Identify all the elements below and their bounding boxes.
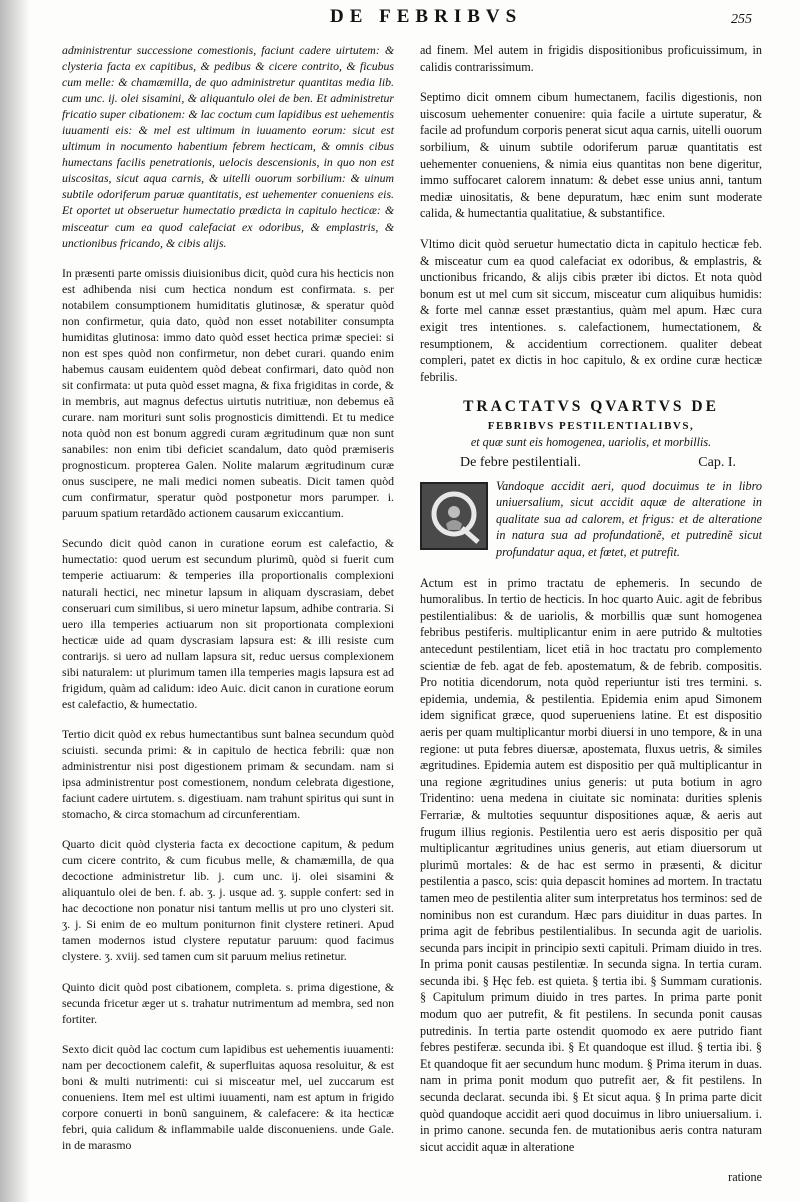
running-title: DE FEBRIBVS	[330, 6, 523, 27]
chapter-number: Cap. I.	[698, 455, 736, 471]
treatise-title: TRACTATVS QVARTVS DE	[463, 398, 719, 416]
commentary-paragraph: Quinto dicit quòd post cibationem, completa. s. prima digestione, & secunda fricetur æger ut s. trahatur nutrimentum ad membra, sed non fortiter.	[62, 979, 394, 1026]
treatise-subtitle: FEBRIBVS PESTILENTIALIBVS,	[487, 419, 695, 432]
right-column	[420, 42, 762, 1186]
commentary-paragraph: Tertio dicit quòd ex rebus humectantibus sunt balnea secundum quòd sciuisti. secunda primi: & in capitulo de hectica febrili: quæ non administrentur nisi post digestionem primam & secundam. nam si ipsa administrentur post comestionem, nondum celebrata digestione, faciunt cadere uirtutem. s. digestiuam. nam trahunt spiritus qui sunt in stomacho, & circa stomachum ad circunferentiam.	[62, 726, 394, 822]
commentary-paragraph: Actum est in primo tractatu de ephemeris. In secundo de humoralibus. In tertio de hecticis. In hoc quarto Auic. agit de febribus pestilentialibus: & de uariolis, & morbillis quæ sunt homogenea febribus pestiferis. multiplicantur enim in aere putrido & multoties antecedunt pestilentiam, licet etiã in hoc tractatu pro complemento scientiæ de feb. agat de feb. apostematum, & de febrib. compositis. Pro notitia dicendorum, nota quòd reperiuntur isti tres termini. s. epidemia, undemia, & pestilentia. Epidemia enim apud Simonem idem significat græce, quod superueniens latine. Et est dispositio aeris per quam multiplicantur morbi diuersi in uno tempore, & in una regione: ut puta febres diuersæ, apostemata, fluxus uetris, & similes ægritudines. Epidemia autem est dispositio per quã multiplicantur in una regione ægritudines unius generis: ut puta botium in agro Tridentino: uena medena in ciuitate sic nominata: durities splenis Ferrariæ, & multoties sequuntur dispositiones aquæ, & aeris aut frugum illius regionis. Pestilentia uero est aeris dispositio per quã multiplicantur ægritudines unius generis, aut etiam diuersorum ut plurimũ mortales: & de hac est sermo in præsenti, & dicitur pestilentia a pasco, scis: quia depascit homines ad mortem. In tractatu tamen meo de pestilentia aliter sum interpretatus hos terminos: sed de nominibus non est curandum. Hæc pars diuiditur in duas partes. In prima agit de febribus pestilentialibus. In secunda agit de uariolis. secunda pars incipit in principio sexti capituli. Primam diuido in tres. In prima ponit causas pestilentiæ. In secunda signa. In tertia curam. secunda ibi. § Hęc feb. est quieta. § tertia ibi. § Summam curationis. § Capitulum primum diuido in tres partes. In prima parte ponit modum quo aer putrefit, & fit pestilens. In secunda ponit causas putredinis. In tertia parte ostendit quomodo ex aere putrido fiant febres pestiferæ. secunda ibi. § Et quandoque est illud. § tertia ibi. § Et quandoque fit aer secundum hunc modum. § Prima iterum in duas. nam in prima ponit modum quo putrefit aer, & fit pestilens. In secunda declarat. secunda ibi. § Et sicut aqua. § In prima parte dicit quòd quandoque accidit aeri quod docuimus in libro uniuersalium. i. in primo canone. secunda fen. de mutationibus aeris contra naturam sicut accidit aquæ in alteratione	[420, 575, 762, 1154]
treatise-subtitle-2: et quæ sunt eis homogenea, uariolis, et morbillis.	[470, 435, 712, 450]
commentary-paragraph: Vltimo dicit quòd seruetur humectatio dicta in capitulo hecticæ feb. & misceatur cum ea quod calefaciat ex odoribus, & emplastris, & unctionibus fricando, & alijs cibis præter ibi dictos. Et nota quòd bonum est ut mel cum sit siccum, misceatur cum aliquibus humidis: & forte mel cannæ esset præstantius, quàm mel apum. Hæc cura exigit tres intentiones. s. calefactionem, humectationem, & resumptionem, & accidentium correctionem. qualiter debeat compleri, patet ex dictis in hoc capitulo, & ex ordine curæ hecticæ febrilis.	[420, 236, 762, 384]
folio-number: 255	[731, 12, 752, 27]
commentary-paragraph: ad finem. Mel autem in frigidis dispositionibus proficuissimum, in calidis contrarissimum.	[420, 43, 762, 74]
commentary-paragraph: Septimo dicit omnem cibum humectanem, facilis digestionis, non uiscosum uehementer conuenire: quia facile a uirtute superatur, & facile ad profundum corporis penerat sicut aqua carnis, uitelli ouorum sorbilium, & uinum subtile odoriferum paruæ quantitatis est uehementer conueniens, & nimia eius quantitas non bene digeritur, immo suffocaret calorem innatum: & debet esse unius anni, tantum mediæ uinositatis, & bene depuratum, hæc enim sunt moderate calida, & humectantia qualitatiue, & substantifice.	[420, 90, 762, 221]
chapter-title: De febre pestilentiali.	[460, 455, 581, 471]
gutter-shadow	[0, 0, 30, 1202]
commentary-paragraph: Secundo dicit quòd canon in curatione eorum est calefactio, & humectatio: quod uerum est secundum plurimũ, quòd si fuerit cum temperie actiuarum: & temperies illa proportionalis complexioni naturali hectici, nec minetur lapsum in aliquam dyscrasiam, debet conseruari cum similibus, si uero minetur lapsum, adhibe contraria. Si uero illa temperies actiuarum non sit proportionata complexioni hecticæ uide ad quam dyscrasiam lapsura est: & illi resiste cum contrarijs. si uero ad nullam lapsura sit, reduc uersus complexionem sibi naturalem: ut plurimum tamen illa temperies magis lapsura est ad frigidum, quàm ad calidum: ideo Auic. dicit canon in curatione eorum est calefactio, & humectatio.	[62, 536, 394, 711]
chapter-heading	[420, 455, 762, 472]
decorated-initial-q-icon	[420, 482, 488, 550]
left-column	[62, 42, 394, 1167]
commentary-paragraph: Sexto dicit quòd lac coctum cum lapidibus est uehementis iuuamenti: nam per decoctionem calefit, & superfluitas aquosa resoluitur, & est boni & multi nutrimenti: cui si misceatur mel, uel zuccarum est conueniens. Item mel est ultimi iuuamenti, nam est aptum in frigido corpore conuerti in bonũ sanguinem, & calefacere: & ita hecticæ febri, quia calidum & inflammabile ualde disconueniens. unde Gale. in de marasmo	[62, 1041, 394, 1152]
lemma-block	[420, 478, 762, 575]
commentary-paragraph: In præsenti parte omissis diuisionibus dicit, quòd cura his hecticis non est adhibenda nisi cum hectica nondum est confirmata. s. per notabilem consumptionem humiditatis glutinosæ, & speratur quòd non confirmetur, quia dato, quòd non esset notabiliter consumpta humiditas glutinosa: immo dato quòd esset hectica primæ speciei: si non est spes quòd non confirmetur, non debet curari. quando enim habemus causam euidentem quòd debeat confirmari, dato quòd non sit confirmata: ut puta quòd esset magna, & fixa frigiditas in corde, & in membris, aut magnus defectus uirtutis nutritiuæ, non debemus eã curare. nam morituri sunt solis prognosticis dimittendi. Et tu medice nota quòd non est bonum aggredi curam ægritudinum quæ non sunt sanabiles: non enim tibi deficiet scandalum, dato quòd præmiseris prognosticum. propterea Galen. Nolite malarum ægritudinum curæ onus suscipere, ne mali medici nomen subeatis. Dicit tamen quòd cum confirmatur, speratur quòd postponetur mors parumper. i. paruum spatium retardãdo actionem causarum exiccantium.	[62, 265, 394, 521]
lemma-paragraph: Vandoque accidit aeri, quod docuimus te in libro uniuersalium, sicut accidit aquæ de alteratione in qualitate sua ad calorem, et frigus: et de alteratione in natura sua ad profundationẽ, et putredinẽ sicut profundatur aqua, et fœtet, et putrefit.	[496, 478, 762, 560]
lemma-paragraph: administrentur successione comestionis, faciunt cadere uirtutem: & clysteria facta ex capitibus, & pedibus & cicere contrito, & ficubus cum melle: & chamæmilla, de quo administretur quantitas media lib. cum unc. ij. olei sisamini, & aliquantulo olei de ben. Et administretur fricatio super cibationem: & lac coctum cum lapidibus est uehementis iuuamenti eis: & mel est ultimum in iuuamento eorum: sicut est ultimum in nocumento habentium febrem hecticam, & omnis cibus humectans facilis penetrationis, uelocis descensionis, in quo non est uiscositas, sicut aqua carnis, & uitelli ouorum sorbilium: & uinum subtile odoriferum paruæ quantitatis, est uehementer conueniens eis. Et oportet ut obseruetur humectatio prædicta in capitulo hecticæ: & misceatur cum ea quod calefaciat ex odoribus, & emplastris, & unctionibus fricando, & cibis alijs.	[62, 43, 394, 250]
commentary-paragraph: Quarto dicit quòd clysteria facta ex decoctione capitum, & pedum cum cicere contrito, & cum ficubus melle, & chamæmilla, de qua decoctione administretur lib. j. cum unc. ij. olei sisamini & aliquantulo olei de ben. f. ab. ʒ. j. usque ad. ʒ. supple confert: sed in hac decoctione non ponatur nisi tantum mellis ut pro uno clysteri sit. ʒ. j. Si enim de eo multum poniturnon finit clystere retineri. Apud tamen modernos istud clystere reputatur paruum: quod facimus clystere. ʒ. xviij. sed tamen cum sit paruum melius retinetur.	[62, 837, 394, 964]
running-head	[0, 4, 800, 32]
catchword: ratione	[728, 1170, 762, 1185]
